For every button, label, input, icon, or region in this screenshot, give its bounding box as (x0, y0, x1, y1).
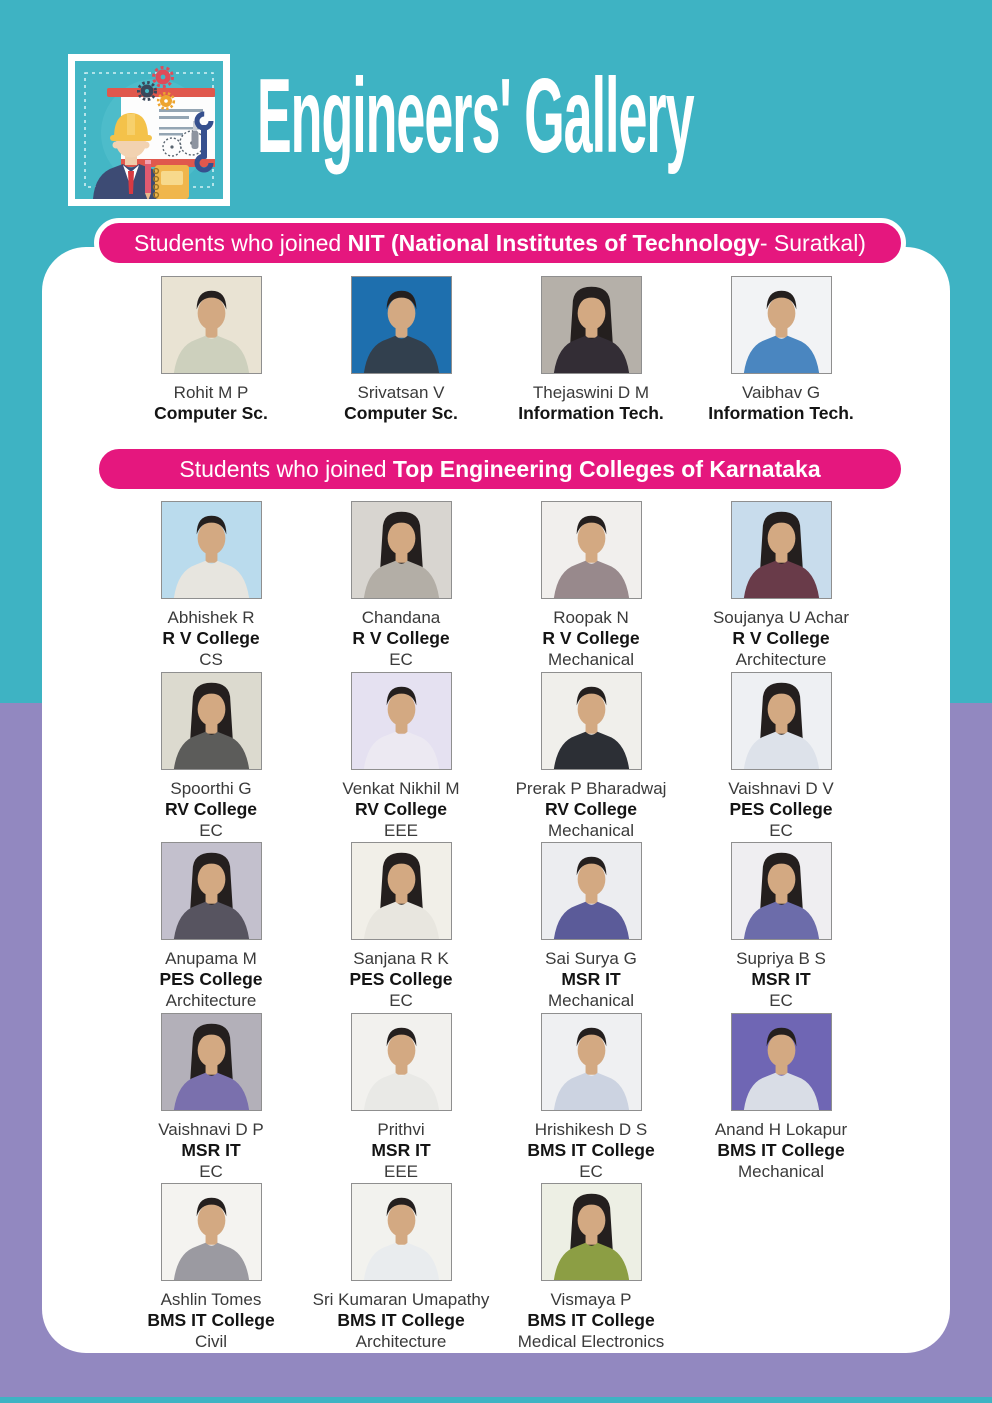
student-photo (731, 276, 832, 374)
student-college: PES College (349, 969, 453, 989)
student-card (116, 1008, 306, 1179)
student-name: Vaishnavi D P (158, 1119, 264, 1139)
nit-students-grid (42, 271, 950, 424)
student-portrait-icon (352, 1014, 451, 1110)
student-name: Prithvi (377, 1119, 425, 1139)
student-photo (731, 672, 832, 770)
student-portrait-icon (352, 502, 451, 598)
student-portrait-icon (162, 843, 261, 939)
student-card (686, 1008, 876, 1179)
student-portrait-icon (542, 277, 641, 373)
student-name: Prerak P Bharadwaj (515, 778, 667, 798)
banner-karnataka (94, 444, 906, 494)
student-college: R V College (542, 628, 640, 648)
banner-karnataka-bold: Top Engineering Colleges of Karnataka (392, 455, 821, 482)
student-college: MSR IT (751, 969, 811, 989)
student-name: Vismaya P (550, 1290, 632, 1309)
student-portrait-icon (732, 843, 831, 939)
student-portrait-icon (542, 502, 641, 598)
student-portrait-icon (352, 673, 451, 769)
student-photo (731, 501, 832, 599)
student-photo (541, 672, 642, 770)
student-card (686, 837, 876, 1008)
student-name: Supriya B S (736, 949, 826, 968)
student-branch: EC (199, 1161, 223, 1181)
page-title (257, 56, 992, 176)
student-card (116, 667, 306, 838)
student-branch: Civil (194, 1332, 228, 1351)
student-portrait-icon (542, 673, 641, 769)
student-portrait-icon (542, 1184, 641, 1280)
student-portrait-icon (352, 843, 451, 939)
student-card (496, 1178, 686, 1349)
student-portrait-icon (162, 1184, 261, 1280)
student-photo (351, 842, 452, 940)
student-photo (541, 1013, 642, 1111)
student-college: Information Tech. (708, 403, 854, 423)
student-card (306, 667, 496, 838)
student-photo (731, 1013, 832, 1111)
student-card (306, 271, 496, 424)
student-branch: Architecture (735, 650, 827, 669)
karnataka-students-grid (42, 496, 950, 1349)
student-photo (161, 672, 262, 770)
student-branch: EEE (383, 1161, 419, 1181)
student-college: RV College (354, 798, 448, 819)
student-name: Venkat Nikhil M (342, 778, 460, 798)
student-card (116, 837, 306, 1008)
student-card (116, 496, 306, 667)
student-card (496, 271, 686, 424)
student-portrait-icon (542, 843, 641, 939)
student-college: RV College (164, 798, 258, 819)
banner-karnataka-prefix: Students who joined (179, 455, 393, 482)
student-branch: EC (579, 1161, 603, 1181)
student-portrait-icon (162, 673, 261, 769)
student-photo (161, 1013, 262, 1111)
banner-nit-suffix: - Suratkal) (759, 229, 866, 256)
student-photo (541, 842, 642, 940)
student-branch: Mechanical (548, 820, 634, 840)
student-name: Soujanya U Achar (712, 608, 850, 627)
student-name: Sanjana R K (353, 949, 449, 968)
student-name: Anupama M (165, 949, 257, 968)
student-branch: CS (199, 650, 223, 669)
student-portrait-icon (732, 1014, 831, 1110)
student-college: BMS IT College (717, 1139, 845, 1160)
banner-nit (94, 218, 906, 268)
student-branch: Mechanical (738, 1161, 824, 1181)
student-college: R V College (352, 628, 450, 648)
student-portrait-icon (732, 673, 831, 769)
student-name: Vaibhav G (741, 383, 821, 402)
student-name: Rohit M P (173, 383, 249, 402)
student-branch: EC (769, 991, 793, 1010)
engineer-logo-icon (68, 54, 230, 206)
student-card (496, 667, 686, 838)
student-portrait-icon (542, 1014, 641, 1110)
student-photo (351, 501, 452, 599)
student-college: R V College (162, 628, 260, 648)
engineer-illustration-icon (75, 61, 223, 199)
student-portrait-icon (162, 502, 261, 598)
student-branch: Architecture (355, 1332, 447, 1351)
student-card (116, 271, 306, 424)
student-name: Roopak N (553, 608, 629, 627)
student-photo (161, 842, 262, 940)
student-name: Srivatsan V (357, 383, 445, 402)
student-branch: EC (389, 650, 413, 669)
banner-nit-bold: NIT (National Institutes of Technology (347, 229, 760, 256)
student-branch: Medical Electronics (517, 1332, 665, 1351)
student-card (306, 837, 496, 1008)
student-photo (541, 1183, 642, 1281)
student-branch: Architecture (165, 991, 257, 1010)
student-college: BMS IT College (527, 1139, 655, 1160)
student-photo (731, 842, 832, 940)
student-card (306, 496, 496, 667)
student-name: Hrishikesh D S (534, 1119, 648, 1139)
student-branch: EC (769, 820, 793, 840)
student-name: Sai Surya G (545, 949, 637, 968)
student-branch: Mechanical (548, 650, 634, 669)
student-name: Sri Kumaran Umapathy (312, 1290, 490, 1309)
student-branch: Mechanical (548, 991, 634, 1010)
student-name: Ashlin Tomes (160, 1290, 262, 1309)
student-name: Abhishek R (167, 608, 255, 627)
student-branch: EC (199, 820, 223, 840)
student-college: MSR IT (181, 1139, 241, 1160)
bottom-teal-strip (0, 1397, 992, 1403)
student-card (686, 271, 876, 424)
banner-nit-prefix: Students who joined (134, 229, 348, 256)
student-college: BMS IT College (527, 1310, 655, 1330)
student-college: R V College (732, 628, 830, 648)
student-branch: EEE (383, 820, 419, 840)
student-college: RV College (544, 798, 638, 819)
student-portrait-icon (162, 1014, 261, 1110)
student-photo (351, 1013, 452, 1111)
student-college: PES College (159, 969, 263, 989)
student-photo (541, 501, 642, 599)
student-college: Computer Sc. (154, 403, 268, 423)
student-name: Thejaswini D M (532, 383, 650, 402)
student-portrait-icon (352, 1184, 451, 1280)
student-card (306, 1178, 496, 1349)
student-photo (161, 276, 262, 374)
student-portrait-icon (732, 502, 831, 598)
student-photo (161, 501, 262, 599)
student-name: Spoorthi G (170, 778, 252, 798)
student-college: MSR IT (371, 1139, 431, 1160)
student-branch: EC (389, 991, 413, 1010)
student-college: BMS IT College (337, 1310, 465, 1330)
student-card (496, 1008, 686, 1179)
student-name: Chandana (361, 608, 441, 627)
student-portrait-icon (162, 277, 261, 373)
student-photo (351, 276, 452, 374)
page-title-text: Engineers' Gallery (257, 57, 694, 176)
student-card (686, 667, 876, 838)
student-name: Anand H Lokapur (714, 1119, 848, 1139)
student-college: BMS IT College (147, 1310, 275, 1330)
student-card (686, 496, 876, 667)
student-card (496, 496, 686, 667)
student-photo (351, 1183, 452, 1281)
student-college: MSR IT (561, 969, 621, 989)
student-portrait-icon (352, 277, 451, 373)
student-card (306, 1008, 496, 1179)
student-portrait-icon (732, 277, 831, 373)
student-college: Information Tech. (518, 403, 664, 423)
student-photo (541, 276, 642, 374)
student-photo (161, 1183, 262, 1281)
student-card (496, 837, 686, 1008)
student-college: PES College (729, 798, 833, 819)
student-college: Computer Sc. (344, 403, 458, 423)
student-name: Vaishnavi D V (728, 778, 834, 798)
student-photo (351, 672, 452, 770)
student-card (116, 1178, 306, 1349)
